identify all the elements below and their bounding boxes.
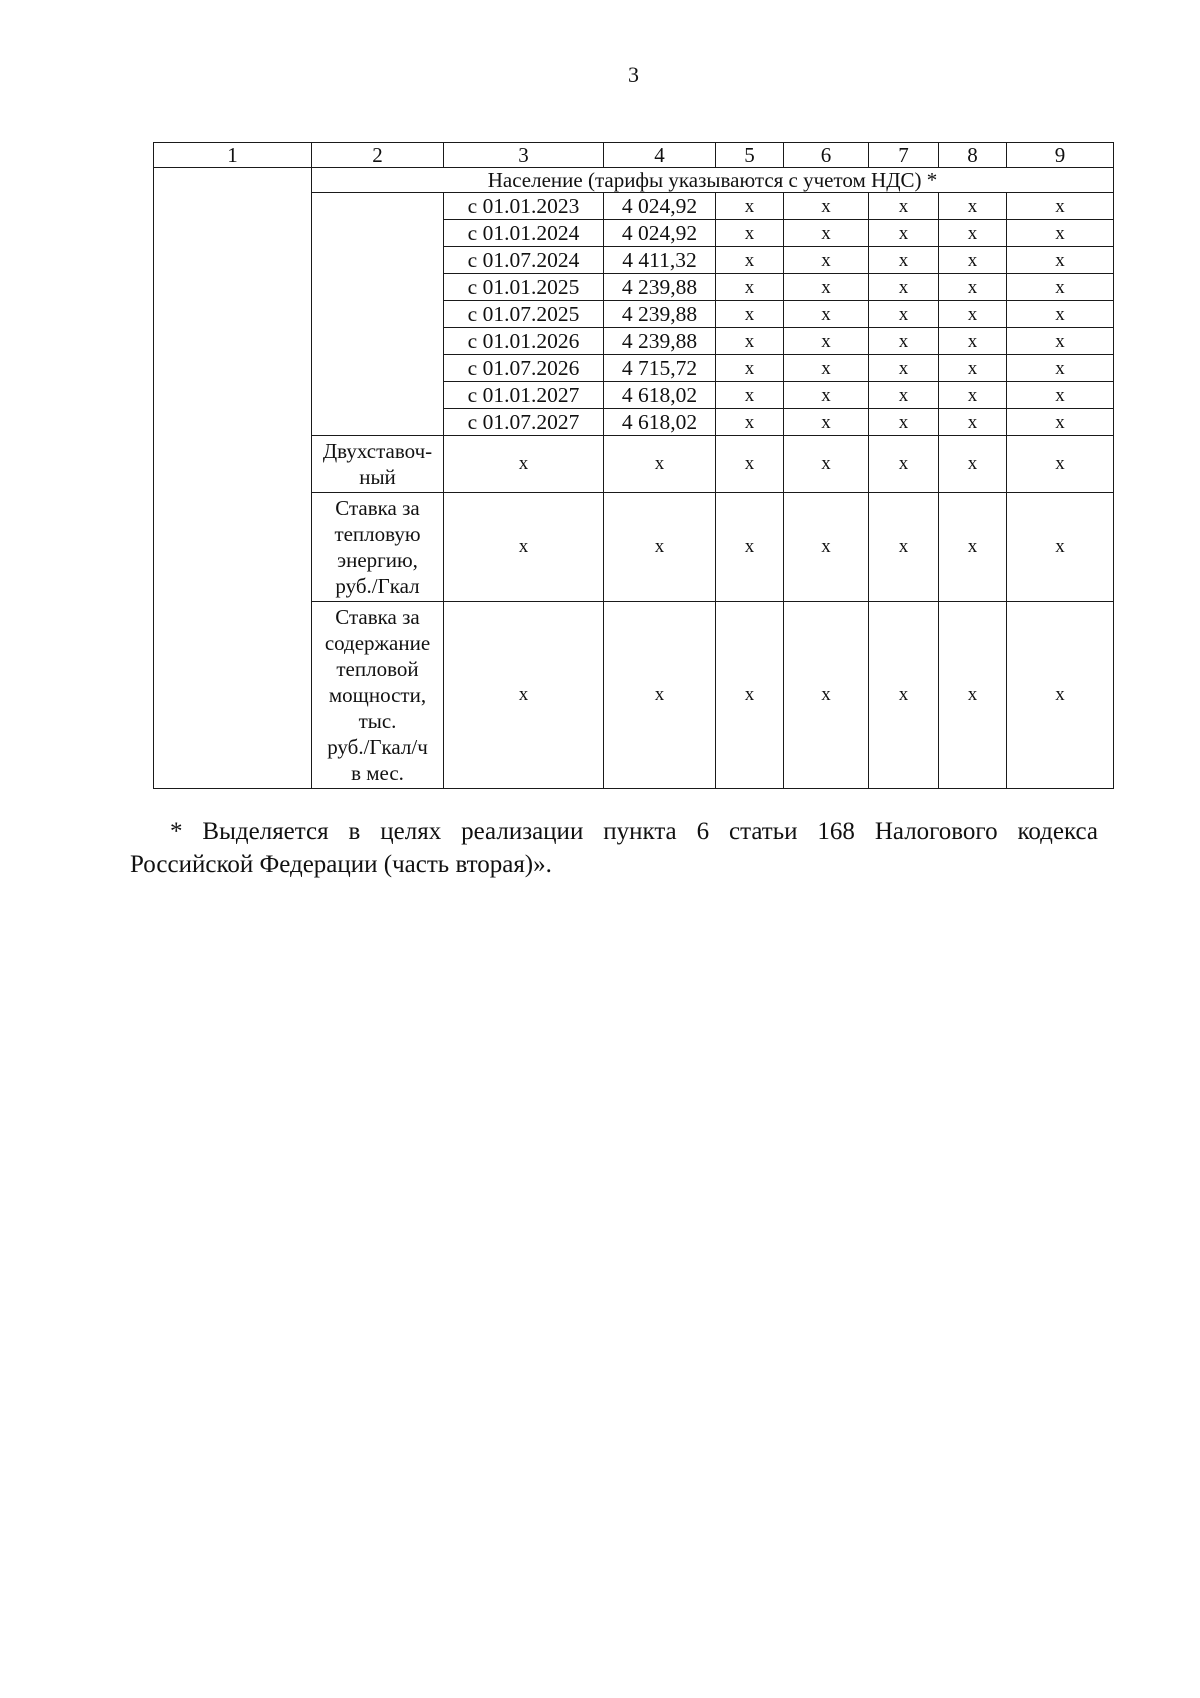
tariff-value-cell: 4 618,02 (604, 382, 716, 409)
column-number-cell: 3 (444, 143, 604, 168)
date-cell: с 01.07.2026 (444, 355, 604, 382)
x-cell: x (939, 409, 1007, 436)
x-cell: x (784, 274, 869, 301)
x-cell: x (716, 247, 784, 274)
two-part-label-line: Двухставоч- (322, 439, 433, 463)
x-cell: x (1007, 493, 1114, 602)
capacity-rate-label-line: руб./Гкал/ч (327, 735, 428, 759)
x-cell: x (869, 355, 939, 382)
tariff-value-cell: 4 024,92 (604, 193, 716, 220)
x-cell: x (1007, 602, 1114, 789)
tariff-value-cell: 4 618,02 (604, 409, 716, 436)
energy-rate-label-line: тепловую (334, 522, 421, 546)
footnote-line-1: * Выделяется в целях реализации пункта 6 статьи 168 Налогового кодекса (170, 818, 1098, 845)
x-cell: x (869, 274, 939, 301)
two-part-label-line: ный (359, 465, 396, 489)
date-cell: с 01.01.2027 (444, 382, 604, 409)
x-cell: x (716, 274, 784, 301)
column-1-merged-cell (154, 168, 312, 789)
column-2-merged-cell (312, 193, 444, 436)
x-cell: x (444, 602, 604, 789)
x-cell: x (939, 493, 1007, 602)
x-cell: x (939, 328, 1007, 355)
date-cell: с 01.01.2023 (444, 193, 604, 220)
column-number-cell: 8 (939, 143, 1007, 168)
x-cell: x (1007, 274, 1114, 301)
x-cell: x (784, 436, 869, 493)
x-cell: x (784, 409, 869, 436)
x-cell: x (1007, 193, 1114, 220)
x-cell: x (604, 602, 716, 789)
x-cell: x (1007, 220, 1114, 247)
tariff-value-cell: 4 239,88 (604, 301, 716, 328)
energy-rate-label (312, 493, 444, 602)
x-cell: x (869, 602, 939, 789)
tariff-table (153, 142, 1114, 789)
x-cell: x (716, 193, 784, 220)
x-cell: x (444, 493, 604, 602)
x-cell: x (869, 193, 939, 220)
x-cell: x (939, 274, 1007, 301)
x-cell: x (1007, 409, 1114, 436)
x-cell: x (784, 602, 869, 789)
x-cell: x (784, 328, 869, 355)
x-cell: x (1007, 436, 1114, 493)
x-cell: x (784, 493, 869, 602)
capacity-rate-label-line: тепловой (336, 657, 419, 681)
x-cell: x (1007, 355, 1114, 382)
date-cell: с 01.01.2025 (444, 274, 604, 301)
x-cell: x (869, 247, 939, 274)
x-cell: x (716, 409, 784, 436)
x-cell: x (939, 382, 1007, 409)
x-cell: x (939, 355, 1007, 382)
x-cell: x (939, 220, 1007, 247)
column-number-cell: 9 (1007, 143, 1114, 168)
x-cell: x (869, 220, 939, 247)
group-title-row (154, 168, 1114, 193)
date-cell: с 01.07.2024 (444, 247, 604, 274)
x-cell: x (784, 193, 869, 220)
column-number-cell: 2 (312, 143, 444, 168)
capacity-rate-label-line: в мес. (351, 761, 404, 785)
tariff-value-cell: 4 024,92 (604, 220, 716, 247)
tariff-value-cell: 4 239,88 (604, 328, 716, 355)
x-cell: x (869, 382, 939, 409)
x-cell: x (784, 220, 869, 247)
tariff-value-cell: 4 239,88 (604, 274, 716, 301)
capacity-rate-label-line: мощности, (328, 683, 427, 707)
x-cell: x (604, 493, 716, 602)
x-cell: x (869, 409, 939, 436)
capacity-rate-label-line: содержание (324, 631, 431, 655)
x-cell: x (604, 436, 716, 493)
column-number-cell: 5 (716, 143, 784, 168)
x-cell: x (869, 301, 939, 328)
capacity-rate-label (312, 602, 444, 789)
column-number-row (154, 143, 1114, 168)
energy-rate-label-line: энергию, (337, 548, 418, 572)
x-cell: x (716, 301, 784, 328)
x-cell: x (1007, 247, 1114, 274)
x-cell: x (1007, 328, 1114, 355)
column-number-cell: 7 (869, 143, 939, 168)
x-cell: x (716, 328, 784, 355)
x-cell: x (716, 602, 784, 789)
energy-rate-label-line: Ставка за (335, 496, 420, 520)
x-cell: x (784, 247, 869, 274)
x-cell: x (716, 493, 784, 602)
x-cell: x (716, 382, 784, 409)
x-cell: x (939, 602, 1007, 789)
capacity-rate-label-line: Ставка за (335, 605, 420, 629)
column-number-cell: 4 (604, 143, 716, 168)
x-cell: x (939, 247, 1007, 274)
x-cell: x (784, 382, 869, 409)
tariff-value-cell: 4 411,32 (604, 247, 716, 274)
x-cell: x (444, 436, 604, 493)
two-part-tariff-label (312, 436, 444, 493)
column-number-cell: 1 (154, 143, 312, 168)
date-cell: с 01.01.2024 (444, 220, 604, 247)
x-cell: x (939, 436, 1007, 493)
x-cell: x (869, 328, 939, 355)
x-cell: x (784, 355, 869, 382)
x-cell: x (716, 355, 784, 382)
date-cell: с 01.01.2026 (444, 328, 604, 355)
x-cell: x (869, 493, 939, 602)
group-title: Население (тарифы указываются с учетом НДС) * (312, 168, 1114, 193)
page-number: 3 (628, 62, 639, 87)
energy-rate-label-line: руб./Гкал (335, 574, 420, 598)
footnote-line-2: Российской Федерации (часть вторая)». (130, 851, 552, 878)
x-cell: x (716, 220, 784, 247)
x-cell: x (939, 301, 1007, 328)
x-cell: x (869, 436, 939, 493)
x-cell: x (1007, 382, 1114, 409)
capacity-rate-label-line: тыс. (358, 709, 397, 733)
column-number-cell: 6 (784, 143, 869, 168)
date-cell: с 01.07.2025 (444, 301, 604, 328)
x-cell: x (1007, 301, 1114, 328)
x-cell: x (939, 193, 1007, 220)
tariff-value-cell: 4 715,72 (604, 355, 716, 382)
x-cell: x (716, 436, 784, 493)
x-cell: x (784, 301, 869, 328)
date-cell: с 01.07.2027 (444, 409, 604, 436)
